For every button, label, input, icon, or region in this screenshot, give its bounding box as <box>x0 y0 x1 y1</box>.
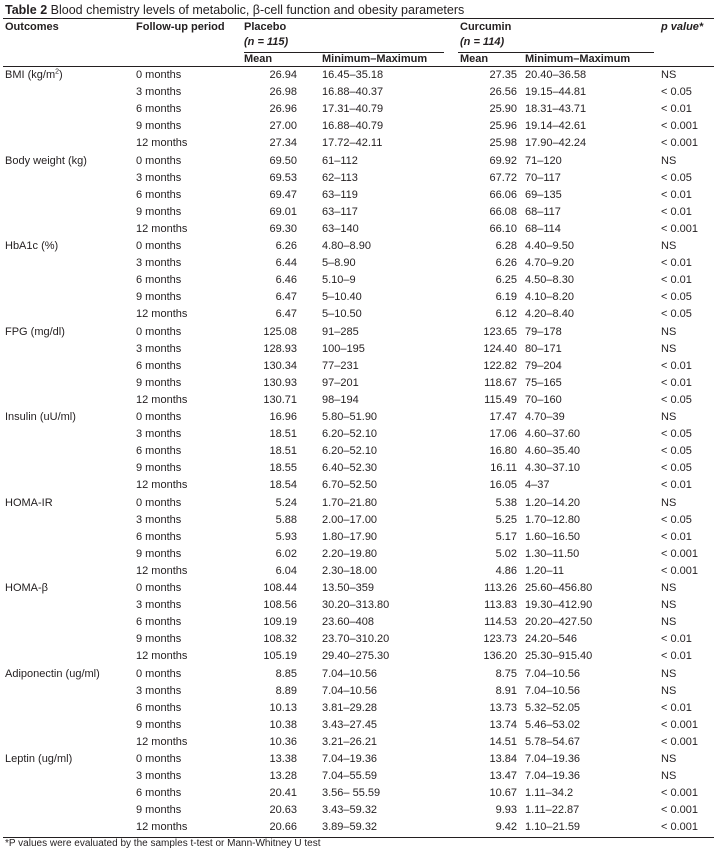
placebo-mean: 13.38 <box>269 753 297 765</box>
curcumin-mean: 122.82 <box>483 359 517 372</box>
placebo-mean: 26.94 <box>269 69 297 81</box>
p-value: < 0.01 <box>661 650 692 663</box>
p-value: NS <box>661 667 677 680</box>
curcumin-mean: 16.80 <box>489 445 517 458</box>
curcumin-mean: 66.06 <box>489 188 517 201</box>
follow-up-period: 6 months <box>136 188 182 201</box>
placebo-mean: 109.19 <box>263 616 297 629</box>
placebo-range: 1.80–17.90 <box>322 530 378 543</box>
curcumin-range: 17.90–42.24 <box>525 137 587 150</box>
curcumin-mean: 123.65 <box>483 325 517 338</box>
follow-up-period: 9 months <box>136 376 182 389</box>
p-value: NS <box>661 599 677 612</box>
curcumin-range: 19.14–42.61 <box>525 120 587 133</box>
curcumin-range: 7.04–10.56 <box>525 684 581 697</box>
curcumin-mean: 13.84 <box>489 753 517 765</box>
placebo-mean: 105.19 <box>263 650 297 663</box>
placebo-mean: 128.93 <box>263 342 297 355</box>
curcumin-range: 70–160 <box>525 393 562 406</box>
follow-up-period: 3 months <box>136 770 182 783</box>
curcumin-mean: 123.73 <box>483 633 517 646</box>
p-value: NS <box>661 240 677 252</box>
follow-up-period: 12 months <box>136 479 188 492</box>
p-value: < 0.001 <box>661 137 699 150</box>
placebo-range: 6.20–52.10 <box>322 445 378 458</box>
curcumin-mean: 66.10 <box>489 222 517 235</box>
p-value: NS <box>661 582 677 594</box>
curcumin-mean: 115.49 <box>484 393 517 406</box>
follow-up-period: 0 months <box>136 667 182 680</box>
p-value: NS <box>661 496 677 509</box>
footnote <box>5 838 321 850</box>
outcome-label: HbA1c (%) <box>5 240 59 252</box>
p-value: < 0.01 <box>661 188 692 201</box>
p-value: < 0.001 <box>661 120 699 133</box>
curcumin-range: 4.40–9.50 <box>525 240 574 252</box>
placebo-mean: 69.47 <box>269 188 297 201</box>
curcumin-range: 69–135 <box>525 188 562 201</box>
placebo-range: 1.70–21.80 <box>322 496 378 509</box>
placebo-mean: 130.71 <box>263 393 297 406</box>
follow-up-period: 0 months <box>136 240 182 252</box>
follow-up-period: 3 months <box>136 428 182 441</box>
placebo-mean: 18.51 <box>269 428 297 441</box>
follow-up-period: 0 months <box>136 411 182 423</box>
curcumin-range: 5.46–53.02 <box>525 718 581 731</box>
header-curcumin-mean: Mean <box>460 53 489 65</box>
curcumin-range: 1.30–11.50 <box>525 547 580 560</box>
placebo-mean: 10.38 <box>269 718 297 731</box>
follow-up-period: 12 months <box>136 308 188 321</box>
p-value: NS <box>661 154 677 167</box>
placebo-range: 61–112 <box>322 154 358 167</box>
header-pvalue: p value* <box>661 21 704 33</box>
curcumin-mean: 6.12 <box>495 308 517 321</box>
curcumin-range: 20.40–36.58 <box>525 69 587 81</box>
follow-up-period: 0 months <box>136 69 182 81</box>
placebo-mean: 13.28 <box>269 770 297 783</box>
placebo-range: 63–140 <box>322 222 359 235</box>
placebo-range: 2.30–18.00 <box>322 564 378 577</box>
placebo-range: 17.72–42.11 <box>322 137 383 150</box>
p-value: < 0.05 <box>661 513 692 526</box>
placebo-mean: 108.56 <box>263 599 297 612</box>
follow-up-period: 3 months <box>136 171 182 184</box>
placebo-mean: 69.50 <box>269 154 297 167</box>
curcumin-range: 1.11–34.2 <box>525 787 574 800</box>
p-value: < 0.05 <box>661 445 692 458</box>
placebo-mean: 125.08 <box>263 325 297 338</box>
header-curcumin-minmax: Minimum–Maximum <box>525 53 631 65</box>
placebo-range: 5–10.50 <box>322 308 362 321</box>
follow-up-period: 6 months <box>136 616 182 629</box>
follow-up-period: 9 months <box>136 291 182 304</box>
curcumin-range: 7.04–10.56 <box>525 667 581 680</box>
curcumin-range: 70–117 <box>525 171 561 184</box>
placebo-range: 77–231 <box>322 359 359 372</box>
curcumin-mean: 13.73 <box>489 701 517 714</box>
curcumin-range: 4.70–9.20 <box>525 257 574 270</box>
placebo-mean: 69.01 <box>269 205 297 218</box>
follow-up-period: 12 months <box>136 564 188 577</box>
curcumin-range: 1.20–14.20 <box>525 496 581 509</box>
p-value: < 0.05 <box>661 462 692 475</box>
header-placebo-n: (n = 115) <box>244 36 289 48</box>
header-follow-up: Follow-up period <box>136 21 225 33</box>
p-value: NS <box>661 325 677 338</box>
curcumin-mean: 13.74 <box>489 718 517 731</box>
curcumin-range: 4.30–37.10 <box>525 462 581 475</box>
placebo-range: 63–117 <box>322 205 358 218</box>
placebo-range: 7.04–19.36 <box>322 753 378 765</box>
placebo-range: 3.43–27.45 <box>322 718 378 731</box>
curcumin-mean: 8.91 <box>495 684 517 697</box>
header-placebo-minmax: Minimum–Maximum <box>322 53 428 65</box>
curcumin-range: 4.60–37.60 <box>525 428 581 441</box>
p-value: < 0.01 <box>661 359 692 372</box>
p-value: < 0.05 <box>661 291 692 304</box>
p-value: < 0.05 <box>661 86 692 99</box>
p-value: < 0.05 <box>661 308 692 321</box>
outcome-label: Body weight (kg) <box>5 154 87 167</box>
follow-up-period: 12 months <box>136 137 188 150</box>
curcumin-mean: 5.38 <box>495 496 517 509</box>
curcumin-mean: 17.47 <box>489 411 517 423</box>
curcumin-range: 19.15–44.81 <box>525 86 587 99</box>
follow-up-period: 0 months <box>136 325 182 338</box>
follow-up-period: 3 months <box>136 257 182 270</box>
curcumin-mean: 5.17 <box>495 530 517 543</box>
follow-up-period: 3 months <box>136 684 182 697</box>
placebo-range: 98–194 <box>322 393 359 406</box>
placebo-mean: 8.85 <box>275 667 297 680</box>
curcumin-mean: 113.26 <box>484 582 517 594</box>
curcumin-range: 4.10–8.20 <box>525 291 574 304</box>
p-value: < 0.01 <box>661 376 692 389</box>
placebo-range: 16.45–35.18 <box>322 69 384 81</box>
curcumin-mean: 66.08 <box>489 205 517 218</box>
table-caption <box>5 2 464 18</box>
curcumin-range: 4–37 <box>525 479 550 492</box>
placebo-mean: 20.41 <box>269 787 297 800</box>
p-value: NS <box>661 411 677 423</box>
follow-up-period: 6 months <box>136 530 182 543</box>
curcumin-mean: 6.25 <box>495 274 517 287</box>
placebo-range: 23.70–310.20 <box>322 633 390 646</box>
curcumin-range: 4.50–8.30 <box>525 274 574 287</box>
placebo-mean: 6.02 <box>275 547 297 560</box>
placebo-range: 23.60–408 <box>322 616 374 629</box>
follow-up-period: 9 months <box>136 462 182 475</box>
follow-up-period: 6 months <box>136 103 182 116</box>
placebo-range: 4.80–8.90 <box>322 240 371 252</box>
p-value: < 0.001 <box>661 787 699 800</box>
p-value: < 0.01 <box>661 479 692 492</box>
follow-up-period: 6 months <box>136 359 182 372</box>
follow-up-period: 12 months <box>136 821 188 834</box>
follow-up-period: 6 months <box>136 787 182 800</box>
curcumin-range: 7.04–19.36 <box>525 770 581 783</box>
placebo-mean: 27.34 <box>269 137 297 150</box>
placebo-range: 30.20–313.80 <box>322 599 390 612</box>
p-value: < 0.01 <box>661 701 692 714</box>
curcumin-range: 18.31–43.71 <box>525 103 587 116</box>
header-placebo: Placebo <box>244 21 287 33</box>
follow-up-period: 6 months <box>136 701 182 714</box>
outcome-label <box>5 67 63 84</box>
curcumin-mean: 16.11 <box>490 462 517 475</box>
placebo-mean: 69.30 <box>269 222 297 235</box>
placebo-mean: 27.00 <box>269 120 297 133</box>
curcumin-mean: 16.05 <box>489 479 517 492</box>
curcumin-mean: 67.72 <box>489 171 517 184</box>
placebo-mean: 18.54 <box>269 479 297 492</box>
placebo-range: 5.80–51.90 <box>322 411 378 423</box>
placebo-mean: 10.36 <box>269 735 297 748</box>
curcumin-mean: 69.92 <box>489 154 517 167</box>
curcumin-range: 1.60–16.50 <box>525 530 581 543</box>
placebo-range: 3.81–29.28 <box>322 701 378 714</box>
curcumin-mean: 26.56 <box>489 86 517 99</box>
p-value: NS <box>661 69 677 81</box>
curcumin-range: 24.20–546 <box>525 633 577 646</box>
placebo-range: 7.04–55.59 <box>322 770 378 783</box>
placebo-range: 3.21–26.21 <box>322 735 378 748</box>
p-value: < 0.01 <box>661 633 692 646</box>
follow-up-period: 3 months <box>136 599 182 612</box>
curcumin-mean: 6.26 <box>495 257 517 270</box>
placebo-mean: 6.04 <box>275 564 297 577</box>
placebo-range: 2.20–19.80 <box>322 547 378 560</box>
outcome-label-tail: ) <box>59 69 63 81</box>
curcumin-mean: 10.67 <box>489 787 517 800</box>
placebo-mean: 18.51 <box>269 445 297 458</box>
placebo-mean: 26.98 <box>269 86 297 99</box>
p-value: NS <box>661 342 677 355</box>
placebo-mean: 6.26 <box>275 240 297 252</box>
table-label: Table 2 <box>5 3 48 17</box>
curcumin-mean: 6.28 <box>495 240 517 252</box>
placebo-mean: 16.96 <box>269 411 297 423</box>
p-value: < 0.05 <box>661 428 692 441</box>
curcumin-range: 7.04–19.36 <box>525 753 581 765</box>
footnote-text: *P values were evaluated by the samples t-test or Mann-Whitney U test <box>5 838 321 849</box>
follow-up-period: 3 months <box>136 342 182 355</box>
placebo-range: 7.04–10.56 <box>322 667 378 680</box>
follow-up-period: 9 months <box>136 804 182 817</box>
placebo-mean: 5.88 <box>275 513 297 526</box>
follow-up-period: 6 months <box>136 274 182 287</box>
p-value: < 0.01 <box>661 530 692 543</box>
curcumin-range: 25.30–915.40 <box>525 650 593 663</box>
placebo-mean: 6.47 <box>275 308 297 321</box>
curcumin-mean: 27.35 <box>489 69 517 81</box>
curcumin-mean: 14.51 <box>489 735 517 748</box>
p-value: NS <box>661 616 677 629</box>
placebo-mean: 108.44 <box>263 582 297 594</box>
follow-up-period: 9 months <box>136 633 182 646</box>
placebo-range: 100–195 <box>322 342 365 355</box>
curcumin-mean: 6.19 <box>495 291 517 304</box>
curcumin-range: 25.60–456.80 <box>525 582 593 594</box>
curcumin-range: 4.60–35.40 <box>525 445 581 458</box>
p-value: < 0.05 <box>661 171 692 184</box>
placebo-range: 5–10.40 <box>322 291 362 304</box>
placebo-mean: 69.53 <box>269 171 297 184</box>
curcumin-mean: 9.42 <box>495 821 517 834</box>
placebo-mean: 5.93 <box>275 530 297 543</box>
follow-up-period: 9 months <box>136 205 182 218</box>
curcumin-range: 5.32–52.05 <box>525 701 581 714</box>
follow-up-period: 0 months <box>136 753 182 765</box>
placebo-mean: 8.89 <box>275 684 297 697</box>
curcumin-mean: 118.67 <box>484 376 517 389</box>
placebo-range: 3.89–59.32 <box>322 821 378 834</box>
placebo-range: 63–119 <box>322 188 358 201</box>
curcumin-mean: 136.20 <box>483 650 517 663</box>
placebo-mean: 6.47 <box>275 291 297 304</box>
p-value: < 0.001 <box>661 735 699 748</box>
placebo-range: 5–8.90 <box>322 257 356 270</box>
curcumin-mean: 25.90 <box>489 103 517 116</box>
follow-up-period: 12 months <box>136 735 188 748</box>
curcumin-range: 75–165 <box>525 376 562 389</box>
p-value: < 0.001 <box>661 821 699 834</box>
curcumin-range: 71–120 <box>525 154 562 167</box>
placebo-range: 17.31–40.79 <box>322 103 384 116</box>
placebo-range: 16.88–40.79 <box>322 120 384 133</box>
placebo-mean: 130.34 <box>263 359 297 372</box>
curcumin-mean: 17.06 <box>489 428 517 441</box>
table-title: Blood chemistry levels of metabolic, β-cell function and obesity parameters <box>50 3 465 17</box>
placebo-mean: 10.13 <box>269 701 297 714</box>
p-value: < 0.05 <box>661 393 692 406</box>
placebo-range: 62–113 <box>322 171 358 184</box>
outcome-label: Insulin (uU/ml) <box>5 411 76 423</box>
placebo-range: 6.40–52.30 <box>322 462 378 475</box>
p-value: < 0.01 <box>661 274 692 287</box>
placebo-range: 5.10–9 <box>322 274 356 287</box>
placebo-range: 7.04–10.56 <box>322 684 378 697</box>
p-value: NS <box>661 770 677 783</box>
placebo-mean: 20.66 <box>269 821 297 834</box>
header-placebo-mean: Mean <box>244 53 273 65</box>
p-value: < 0.01 <box>661 257 692 270</box>
p-value: NS <box>661 684 677 697</box>
placebo-range: 16.88–40.37 <box>322 86 384 99</box>
curcumin-range: 5.78–54.67 <box>525 735 581 748</box>
follow-up-period: 9 months <box>136 120 182 133</box>
p-value: < 0.001 <box>661 222 699 235</box>
outcome-label: HOMA-β <box>5 582 48 594</box>
follow-up-period: 3 months <box>136 86 182 99</box>
header-curcumin: Curcumin <box>460 21 512 33</box>
placebo-mean: 20.63 <box>269 804 297 817</box>
p-value: < 0.01 <box>661 103 692 116</box>
curcumin-mean: 25.98 <box>489 137 517 150</box>
follow-up-period: 0 months <box>136 154 182 167</box>
placebo-mean: 130.93 <box>263 376 297 389</box>
placebo-range: 6.20–52.10 <box>322 428 378 441</box>
outcome-label: Leptin (ug/ml) <box>5 753 73 765</box>
curcumin-mean: 4.86 <box>495 564 517 577</box>
curcumin-range: 1.10–21.59 <box>525 821 581 834</box>
follow-up-period: 0 months <box>136 496 182 509</box>
p-value: NS <box>661 753 677 765</box>
curcumin-mean: 25.96 <box>489 120 517 133</box>
follow-up-period: 12 months <box>136 650 188 663</box>
curcumin-mean: 8.75 <box>495 667 517 680</box>
placebo-range: 3.56– 55.59 <box>322 787 381 800</box>
placebo-range: 2.00–17.00 <box>322 513 378 526</box>
placebo-range: 91–285 <box>322 325 359 338</box>
follow-up-period: 3 months <box>136 513 182 526</box>
curcumin-mean: 124.40 <box>483 342 517 355</box>
placebo-range: 3.43–59.32 <box>322 804 378 817</box>
placebo-range: 29.40–275.30 <box>322 650 390 663</box>
header-curcumin-n: (n = 114) <box>460 36 505 48</box>
curcumin-mean: 114.53 <box>484 616 517 629</box>
p-value: < 0.001 <box>661 804 699 817</box>
outcome-label: FPG (mg/dl) <box>5 325 65 338</box>
p-value: < 0.001 <box>661 564 699 577</box>
placebo-range: 13.50–359 <box>322 582 374 594</box>
p-value: < 0.001 <box>661 718 699 731</box>
p-value: < 0.01 <box>661 205 692 218</box>
curcumin-range: 79–204 <box>525 359 562 372</box>
outcome-label: Adiponectin (ug/ml) <box>5 667 100 680</box>
placebo-mean: 26.96 <box>269 103 297 116</box>
curcumin-range: 4.70–39 <box>525 411 565 423</box>
outcome-label: HOMA-IR <box>5 496 53 509</box>
placebo-range: 6.70–52.50 <box>322 479 378 492</box>
placebo-range: 97–201 <box>322 376 359 389</box>
top-rule <box>3 18 714 19</box>
follow-up-period: 12 months <box>136 222 188 235</box>
placebo-mean: 6.46 <box>275 274 297 287</box>
placebo-mean: 18.55 <box>269 462 297 475</box>
follow-up-period: 0 months <box>136 582 182 594</box>
follow-up-period: 6 months <box>136 445 182 458</box>
curcumin-range: 80–171 <box>525 342 562 355</box>
curcumin-range: 4.20–8.40 <box>525 308 574 321</box>
curcumin-mean: 5.02 <box>495 547 517 560</box>
curcumin-mean: 113.83 <box>484 599 517 612</box>
curcumin-range: 1.70–12.80 <box>525 513 581 526</box>
curcumin-mean: 13.47 <box>489 770 517 783</box>
curcumin-range: 68–117 <box>525 205 561 218</box>
curcumin-range: 79–178 <box>525 325 562 338</box>
outcome-label-superscript: 2 <box>55 68 60 76</box>
curcumin-range: 1.20–11 <box>525 564 564 577</box>
curcumin-range: 68–114 <box>525 222 561 235</box>
p-value: < 0.001 <box>661 547 699 560</box>
curcumin-range: 20.20–427.50 <box>525 616 593 629</box>
follow-up-period: 12 months <box>136 393 188 406</box>
placebo-mean: 6.44 <box>275 257 297 270</box>
outcome-label-text: BMI (kg/m <box>5 69 56 81</box>
follow-up-period: 9 months <box>136 718 182 731</box>
curcumin-range: 1.11–22.87 <box>525 804 580 817</box>
header-outcomes: Outcomes <box>5 21 59 33</box>
placebo-mean: 108.32 <box>263 633 297 646</box>
curcumin-mean: 9.93 <box>495 804 517 817</box>
curcumin-mean: 5.25 <box>495 513 517 526</box>
curcumin-range: 19.30–412.90 <box>525 599 593 612</box>
follow-up-period: 9 months <box>136 547 182 560</box>
placebo-mean: 5.24 <box>275 496 297 509</box>
